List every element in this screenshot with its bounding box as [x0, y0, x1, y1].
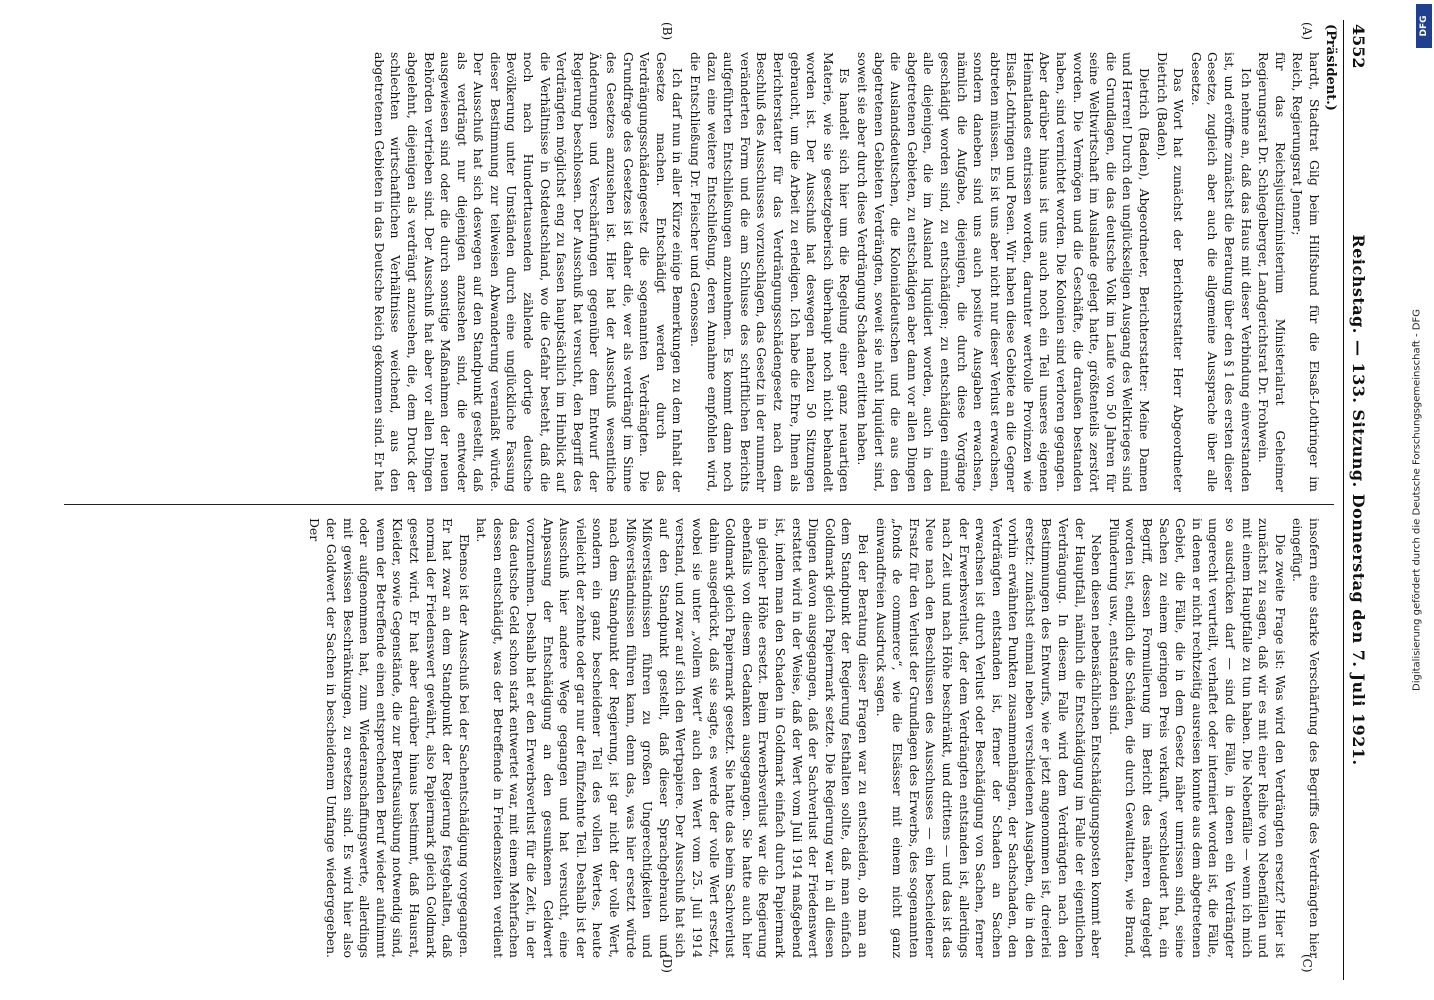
- paragraph: Die zweite Frage ist: Was wird den Verdrängten ersetzt? Hier ist zunächst zu sagen, daß wir es mit einer Reihe von Nebenfällen und mit einem Hauptfalle zu tun haben. Die Nebenfälle — wenn ich mich so ausdrücken darf — sind die Fälle, in denen ein Verdrängter ungerecht verurteilt, verhaftet oder interniert worden ist, die Fälle, in denen er nicht rechtzeitig ausreisen konnte aus dem abgetretenen Gebiet, die Fälle, die in dem Gesetz näher umrissen sind, seine Sachen zu einem geringen Preis verkauft, verschleudert hat, ein Begriff, dessen Formulierung im Bericht des näheren dargelegt worden ist, endlich die Schäden, die durch Gewalttaten, wie Brand, Plünderung usw., entstanden sind.: [1106, 518, 1288, 958]
- left-text-column: [369, 52, 1322, 492]
- paragraph: Dietrich (Baden), Abgeordneter, Berichterstatter: Meine Damen und Herren! Durch den unglückseligen Ausgang des Weltkrieges sind die Grundlagen, die das deutsche Volk im Laufe von 50 Jahren für seine Weltwirtschaft im Auslande gelegt hatte, größtenteils zerstört worden. Die Vermögen und die Geschäfte, die draußen bestanden haben, sind vernichtet worden. Die Kolonien sind verloren gegangen. Aber darüber hinaus ist uns auch noch ein Teil unseres eigenen Heimatlandes entrissen worden, darunter wertvolle Provinzen wie Elsaß-Lothringen und Posen. Wir haben diese Gebiete an die Gegner abtreten müssen. Es ist uns aber nicht nur dieser Verlust erwachsen, sondern daneben sind uns auch positive Ausgaben erwachsen, nämlich die Aufgabe, diejenigen, die durch diese Vorgänge geschädigt worden sind, zu entschädigen; zu entschädigen einmal alle diejenigen, die im Ausland liquidiert worden, auch in den abgetretenen Gebieten, zu entschädigen aber dann vor allen Dingen die Auslandsdeutschen, die Kolonialdeutschen und die aus den abgetretenen Gebieten Verdrängten, soweit sie nicht liquidiert sind, soweit sie aber durch diese Verdrängung Schaden erlitten haben.: [854, 52, 1153, 492]
- paragraph: Bei der Beratung dieser Fragen war zu entscheiden, ob man an dem Standpunkt der Regierung festhalten sollte, daß man einfach Goldmark gleich Papiermark setzte. Die Regierung war in all diesen Dingen davon ausgegangen, daß der Sachverlust der Friedenswert erstattet wird in der Weise, daß der Wert vom Juli 1914 maßgebend ist, indem man den Schaden in Goldmark einfach durch Papiermark in gleicher Höhe ersetzt. Beim Erwerbsverlust war die Regierung ebenfalls von diesem Gedanken ausgegangen. Sie hatte auch hier Goldmark gleich Papiermark gesetzt. Sie hatte das beim Sachverlust dahin ausgedrückt, daß sie sagte, es werde der volle Wert ersetzt, wobei sie unter „vollem Wert“ auch den Wert vom 25. Juli 1914 verstand, und zwar auf sich den Wertpapiere. Der Ausschuß hat sich auf den Standpunkt gestellt, daß dieser Sprachgebrauch und Mißverständnissen führen zu großen Ungerechtigkeiten und Mißverständnissen führen kann, denn das, was hier ersetzt würde nach dem Standpunkt der Regierung, ist gar nicht der volle Wert, sondern ein ganz bescheidener Teil des vollen Wertes, heute vielleicht der zehnte oder gar nur der fünfzehnte Teil. Deshalb ist der Ausschuß hier andere Wege gegangen und hat versucht, eine Anpassung der Entschädigung an den gesunkenen Geldwert vorzunehmen. Deshalb hat er den Erwerbsverlust für die Zeit, in der das deutsche Geld schon stark entwertet war, mit einem Mehrfachen dessen entschädigt, was der Betreffende in Friedenszeiten verdient hat.: [474, 518, 871, 958]
- paragraph: insofern eine starke Verschärfung des Begriffs des Verdrängten hier eingefügt.: [1290, 518, 1322, 958]
- paragraph: Ich nehme an, daß das Haus mit dieser Verbindung einverstanden ist, und eröffne zunächst die Beratung über den § 1 des ersten dieser Gesetze, zugleich aber auch die allgemeine Aussprache über alle Gesetze.: [1188, 52, 1254, 492]
- digitization-note: Digitalisierung gefördert durch die Deutsche Forschungsgemeinschaft - DFG: [1411, 308, 1423, 692]
- paragraph: Es handelt sich hier um die Regelung einer ganz neuartigen Materie, wie sie gesetzgeberisch überhaupt noch nicht behandelt worden ist. Der Ausschuß hat deswegen nahezu 50 Sitzungen gebraucht, um die Arbeit zu erledigen. Ich habe die Ehre, Ihnen als Berichterstatter für das Verdrängungsschädengesetz nach dem Beschluß des Ausschusses vorzuschlagen, das Gesetz in der nunmehr veränderten Form und die am Schlusse des schriftlichen Berichts aufgeführten Entschließungen anzunehmen. Es kommt dann noch dazu eine weitere Entschließung, deren Annahme empfohlen wird, die Entschließung Dr. Fleischer und Genossen.: [688, 52, 853, 492]
- paragraph: Neben diesen nebensächlichen Entschädigungsposten kommt aber der Hauptfall, nämlich die Entschädigung im Falle der eigentlichen Verdrängung. In diesem Falle wird dem Verdrängten nach den Bestimmungen des Entwurfs, wie er jetzt angenommen ist, dreierlei ersetzt: zunächst einmal neben verschiedenen Ausgaben, die in den vorhin erwähnten Punkten zusammenhängen, der Sachschaden, den Verdrängten entstanden ist, ferner der Schaden an Sachen erwachsen ist durch Verlust oder Beschädigung von Sachen, ferner der Erwerbsverlust, der dem Verdrängten entstanden ist, allerdings nach Zeit und nach Höhe beschränkt, und drittens — und das ist das Neue nach den Beschlüssen des Ausschusses — ein bescheidener Ersatz für den Verlust der Grundlagen des Erwerbs, des sogenannten „fonds de commerce“, wie die Elsässer mit einem nicht ganz einwandfreien Ausdruck sagen.: [873, 518, 1105, 958]
- margin-marker-c: (C): [1300, 954, 1314, 973]
- right-text-column: [305, 518, 1322, 958]
- margin-marker-d: (D): [660, 954, 674, 973]
- paragraph: für das Reichsjustizministerium Ministerialrat Geheimer Regierungsrat Dr. Schlegelberger, Landgerichtsrat Dr. Frohwein.: [1256, 52, 1288, 492]
- page-header: [1343, 20, 1370, 980]
- margin-marker-a: (A): [1300, 22, 1314, 41]
- column-divider: [64, 504, 1334, 505]
- speaker-tag: (Präsident.): [1323, 24, 1338, 111]
- paragraph: Ebenso ist der Ausschuß bei der Sachentschädigung vorgegangen. Er hat zwar an dem Standpunkt der Regierung festgehalten, daß normal der Friedenswert gewährt, also Papiermark gleich Goldmark gesetzt wird. Er hat aber darüber hinaus bestimmt, daß Hausrat, Kleider, sowie Gegenstände, die zur Berufsausübung notwendig sind, wenn der Betreffende einen entsprechenden Beruf wieder aufnimmt oder aufgenommen hat, zum Wiederanschaffungswerte, allerdings mit gewissen Beschränkungen, zu ersetzen sind. Es wird hier also der Goldwert der Sachen in bescheidenem Umfange wiedergegeben. Der: [307, 518, 472, 958]
- paragraph: Das Wort hat zunächst der Berichterstatter Herr Abgeordneter Dietrich (Baden).: [1154, 52, 1187, 492]
- margin-marker-b: (B): [660, 22, 674, 41]
- dfg-logo: [1416, 4, 1432, 48]
- digitization-strip: [1400, 0, 1434, 1000]
- page-title: Reichstag. — 133. Sitzung. Donnerstag den 7. Juli 1921.: [1349, 234, 1368, 766]
- page-number: 4552: [1349, 24, 1368, 69]
- paragraph: hardt, Stadtrat Gilg beim Hilfsbund für die Elsaß-Lothringer im Reich, Regierungsrat Jenner;: [1290, 52, 1322, 492]
- paragraph: Ich darf nun in aller Kürze einige Bemerkungen zu dem Inhalt der Gesetze machen. Entschädigt werden durch das Verdrängungsschädengesetz die sogenannten Verdrängten. Die Grundfrage des Gesetzes ist daher die, wer als verdrängt im Sinne des Gesetzes anzusehen ist. Hier hat der Ausschuß wesentliche Änderungen und Verschärfungen gegenüber dem Entwurf der Regierung beschlossen. Der Ausschuß hat versucht, den Begriff des Verdrängten möglichst eng zu fassen hauptsächlich im Hinblick auf die Verhältnisse in Ostdeutschland, wo die Gefahr besteht, daß die noch nach Hunderttausenden zählende dortige deutsche Bevölkerung unter Umständen durch eine unglückliche Fassung dieser Bestimmung zur teilweisen Abwanderung veranlaßt würde. Der Ausschuß hat sich deswegen auf den Standpunkt gestellt, daß als verdrängt nur diejenigen anzusehen sind, die entweder ausgewiesen sind oder die durch sonstige Maßnahmen der neuen Behörden vertrieben sind. Der Ausschuß hat aber vor allen Dingen abgelehnt, diejenigen als verdrängt anzusehen, die, dem Druck der schlechten wirtschaftlichen Verhältnisse weichend, aus den abgetretenen Gebieten in das Deutsche Reich gekommen sind. Er hat: [371, 52, 686, 492]
- dfg-logo-text: DFG: [1419, 15, 1429, 37]
- document-page: [50, 20, 1384, 980]
